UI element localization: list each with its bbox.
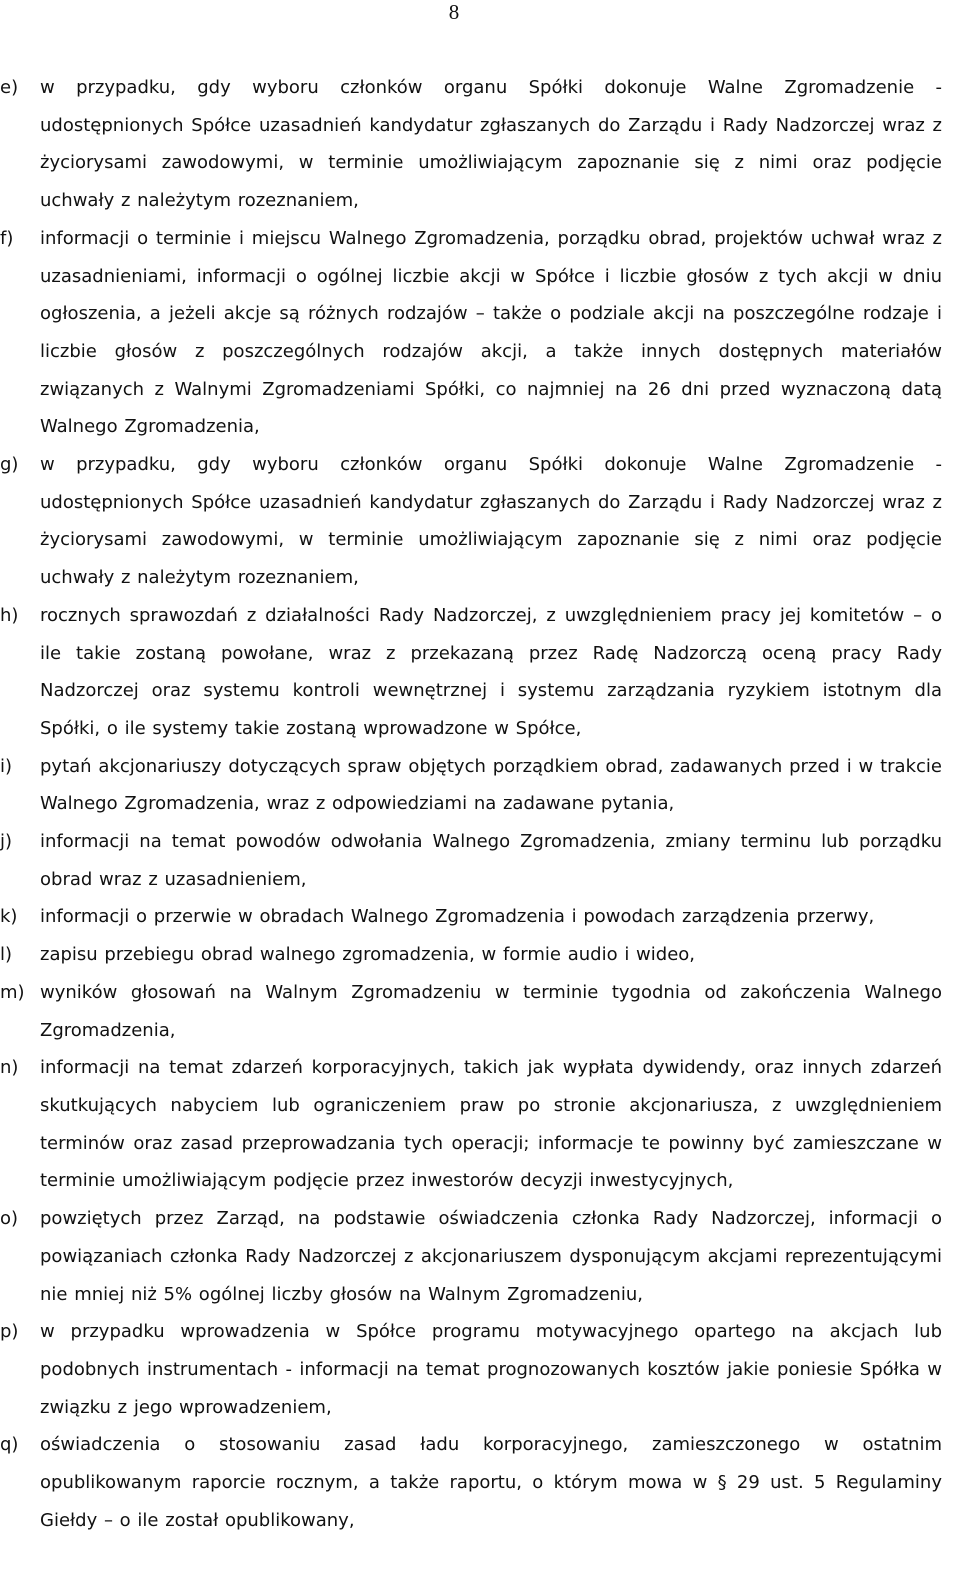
item-marker: o) (0, 1208, 19, 1230)
item-text: oświadczenia o stosowaniu zasad ładu korporacyjnego, zamieszczonego w ostatnim opublikowanym raporcie rocznym, a także raportu, o którym mowa w § 29 ust. 5 Regulaminy Giełdy – o ile został opublikowany, (40, 1434, 942, 1531)
item-text: zapisu przebiegu obrad walnego zgromadzenia, w formie audio i wideo, (40, 944, 696, 966)
list-item (0, 898, 960, 936)
list-item (0, 748, 960, 823)
list-item (0, 220, 960, 446)
item-marker: g) (0, 454, 19, 476)
item-marker: h) (0, 604, 19, 626)
item-text: pytań akcjonariuszy dotyczących spraw objętych porządkiem obrad, zadawanych przed i w trakcie Walnego Zgromadzenia, wraz z odpowiedziami na zadawane pytania, (40, 755, 942, 815)
list-item (0, 1049, 960, 1200)
item-marker: f) (0, 227, 14, 249)
list-item (0, 936, 960, 974)
list-item (0, 69, 960, 220)
item-text: wyników głosowań na Walnym Zgromadzeniu w terminie tygodnia od zakończenia Walnego Zgromadzenia, (40, 981, 942, 1041)
item-marker: l) (0, 944, 13, 966)
item-marker: i) (0, 755, 13, 777)
list-item (0, 974, 960, 1049)
list-item (0, 597, 960, 748)
item-text: informacji na temat powodów odwołania Walnego Zgromadzenia, zmiany terminu lub porządku obrad wraz z uzasadnieniem, (40, 831, 942, 890)
page-number: 8 (448, 0, 460, 24)
item-marker: n) (0, 1057, 19, 1079)
list-item (0, 823, 960, 898)
item-marker: j) (0, 831, 13, 853)
item-text: informacji o przerwie w obradach Walnego Zgromadzenia i powodach zarządzenia przerwy, (40, 906, 875, 928)
list-item (0, 1426, 960, 1539)
list-item (0, 1313, 960, 1426)
item-marker: e) (0, 77, 19, 98)
item-marker: k) (0, 906, 18, 928)
item-text: w przypadku wprowadzenia w Spółce programu motywacyjnego opartego na akcjach lub podobnych instrumentach - informacji na temat prognozowanych kosztów jakie poniesie Spółka w związku z jego wprowadzeniem, (40, 1321, 942, 1418)
item-text: informacji o terminie i miejscu Walnego Zgromadzenia, porządku obrad, projektów uchwał wraz z uzasadnieniami, informacji o ogólnej liczbie akcji w Spółce i liczbie głosów z tych akcji w dniu ogłoszenia, a jeżeli akcje są różnych rodzajów – także o podziale akcji na poszczególne rodzaje i liczbie głosów z poszczególnych rodzajów akcji, a także innych dostępnych materiałów związanych z Walnymi Zgromadzeniami Spółki, co najmniej na 26 dni przed wyznaczoną datą Walnego Zgromadzenia, (40, 227, 942, 438)
item-marker: q) (0, 1434, 19, 1456)
item-text: rocznych sprawozdań z działalności Rady Nadzorczej, z uwzględnieniem pracy jej komitetów – o ile takie zostaną powołane, wraz z przekazaną przez Radę Nadzorczą oceną pracy Rady Nadzorczej oraz systemu kontroli wewnętrznej i systemu zarządzania ryzykiem istotnym dla Spółki, o ile systemy takie zostaną wprowadzone w Spółce, (40, 604, 942, 739)
item-text: w przypadku, gdy wyboru członków organu Spółki dokonuje Walne Zgromadzenie - udostępnionych Spółce uzasadnień kandydatur zgłaszanych do Zarządu i Rady Nadzorczej wraz z życiorysami zawodowymi, w terminie umożliwiającym zapoznanie się z nimi oraz podjęcie uchwały z należytym rozeznaniem, (40, 454, 942, 589)
item-marker: m) (0, 981, 25, 1003)
list-item (0, 446, 960, 597)
list-item (0, 1200, 960, 1313)
item-text: powziętych przez Zarząd, na podstawie oświadczenia członka Rady Nadzorczej, informacji o powiązaniach członka Rady Nadzorczej z akcjonariuszem dysponującym akcjami reprezentującymi nie mniej niż 5% ogólnej liczby głosów na Walnym Zgromadzeniu, (40, 1208, 942, 1305)
item-text: informacji na temat zdarzeń korporacyjnych, takich jak wypłata dywidendy, oraz innych zdarzeń skutkujących nabyciem lub ograniczeniem praw po stronie akcjonariusza, z uwzględnieniem terminów oraz zasad przeprowadzania tych operacji; informacje te powinny być zamieszczane w terminie umożliwiającym podjęcie przez inwestorów decyzji inwestycyjnych, (40, 1057, 942, 1192)
disclosure-list (0, 69, 960, 1539)
item-text: w przypadku, gdy wyboru członków organu Spółki dokonuje Walne Zgromadzenie - udostępnionych Spółce uzasadnień kandydatur zgłaszanych do Zarządu i Rady Nadzorczej wraz z życiorysami zawodowymi, w terminie umożliwiającym zapoznanie się z nimi oraz podjęcie uchwały z należytym rozeznaniem, (40, 77, 942, 212)
item-marker: p) (0, 1321, 19, 1343)
